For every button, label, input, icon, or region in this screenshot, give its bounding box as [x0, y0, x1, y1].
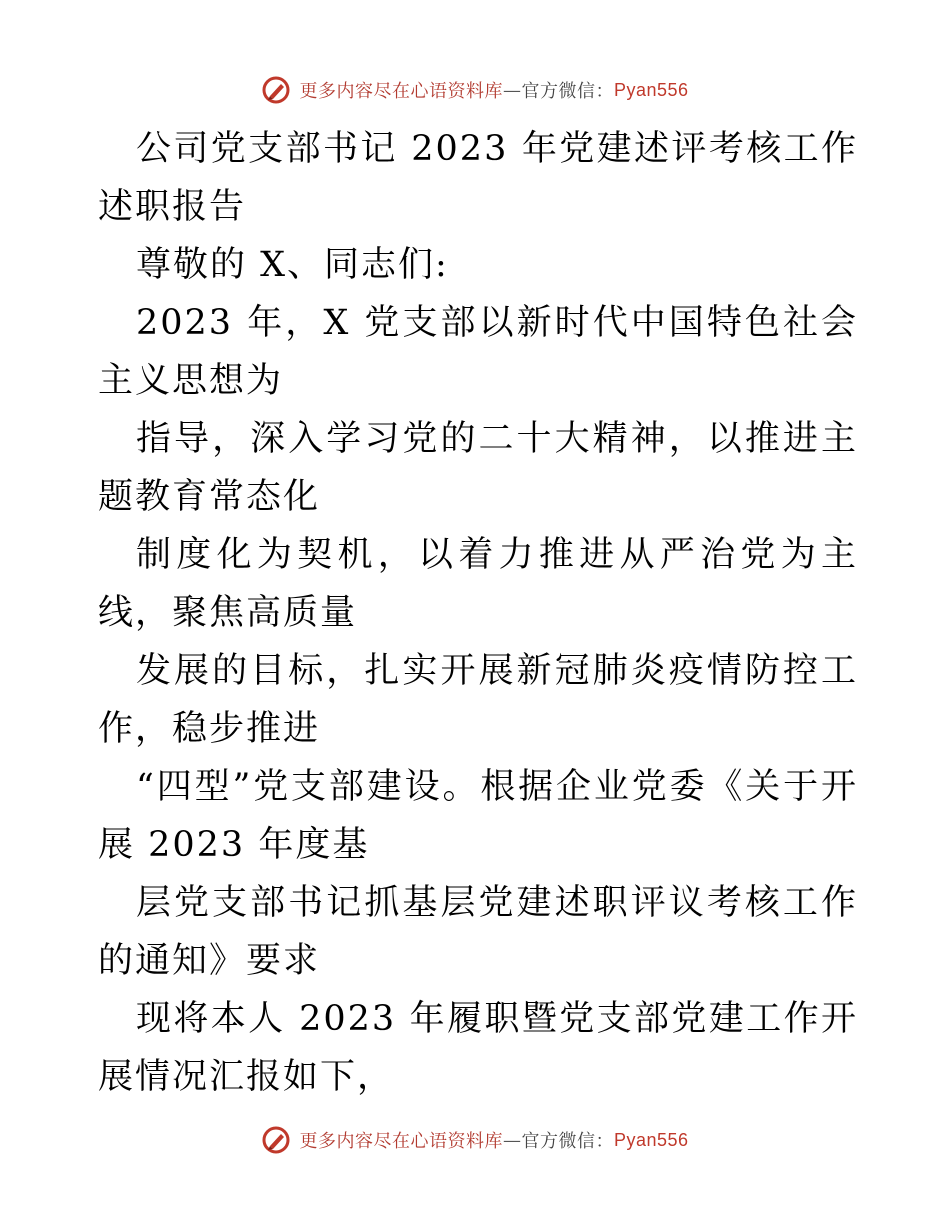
body-paragraph: 2023 年，X 党支部以新时代中国特色社会主义思想为 — [98, 303, 858, 401]
pen-logo-icon — [261, 1125, 291, 1155]
body-paragraph: 发展的目标，扎实开展新冠肺炎疫情防控工作，稳步推进 — [98, 651, 858, 749]
salutation: 尊敬的 X、同志们: — [136, 245, 449, 285]
document-body — [98, 120, 858, 1106]
watermark-text: 更多内容尽在心语资料库 — [299, 81, 503, 102]
footer-watermark — [0, 1120, 950, 1160]
body-paragraph: 现将本人 2023 年履职暨党支部党建工作开展情况汇报如下， — [98, 999, 858, 1097]
body-paragraph: “四型”党支部建设。根据企业党委《关于开展 2023 年度基 — [98, 767, 858, 865]
header-watermark — [0, 70, 950, 110]
watermark-wechat-label: 官方微信： — [521, 1131, 614, 1152]
body-paragraph: 制度化为契机，以着力推进从严治党为主线，聚焦高质量 — [98, 535, 858, 633]
watermark-wechat-id: Pyan556 — [613, 1129, 689, 1150]
body-paragraph: 层党支部书记抓基层党建述职评议考核工作的通知》要求 — [98, 883, 858, 981]
watermark-separator: — — [502, 79, 522, 101]
watermark-separator: — — [502, 1129, 522, 1151]
pen-logo-icon — [261, 75, 291, 105]
watermark-text: 更多内容尽在心语资料库 — [299, 1131, 503, 1152]
watermark-wechat-label: 官方微信： — [521, 81, 614, 102]
watermark-wechat-id: Pyan556 — [613, 79, 689, 100]
document-title: 公司党支部书记 2023 年党建述评考核工作述职报告 — [98, 129, 858, 227]
body-paragraph: 指导，深入学习党的二十大精神，以推进主题教育常态化 — [98, 419, 858, 517]
